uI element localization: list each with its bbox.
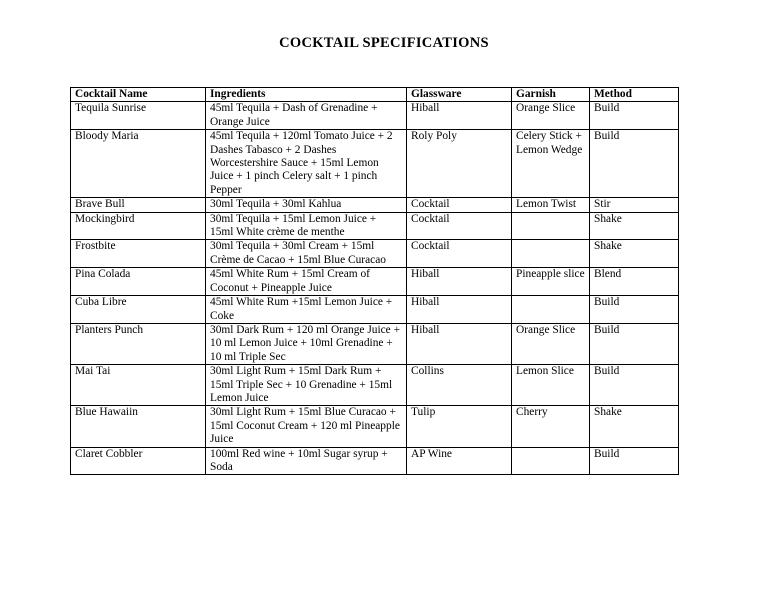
cocktail-name-cell: Pina Colada [71,268,206,296]
ingredients-cell: 30ml Light Rum + 15ml Blue Curacao + 15ml Coconut Cream + 120 ml Pineapple Juice [206,406,407,447]
cocktail-name-cell: Cuba Libre [71,296,206,324]
header-ingredients: Ingredients [206,88,407,102]
table-row [71,130,679,198]
garnish-cell: Cherry [512,406,590,447]
table-row [71,406,679,447]
method-cell: Build [590,365,679,406]
garnish-cell: Lemon Twist [512,198,590,212]
ingredients-cell: 45ml White Rum +15ml Lemon Juice + Coke [206,296,407,324]
ingredients-cell: 45ml Tequila + 120ml Tomato Juice + 2 Dashes Tabasco + 2 Dashes Worcestershire Sauce + 15ml Lemon Juice + 1 pinch Celery salt + 1 pinch Pepper [206,130,407,198]
garnish-cell: Orange Slice [512,323,590,364]
cocktail-name-cell: Mockingbird [71,212,206,240]
garnish-cell [512,212,590,240]
ingredients-cell: 30ml Tequila + 30ml Cream + 15ml Crème de Cacao + 15ml Blue Curacao [206,240,407,268]
glassware-cell: Hiball [407,323,512,364]
cocktail-name-cell: Brave Bull [71,198,206,212]
method-cell: Build [590,130,679,198]
glassware-cell: Hiball [407,102,512,130]
cocktail-name-cell: Claret Cobbler [71,447,206,475]
garnish-cell: Orange Slice [512,102,590,130]
glassware-cell: Cocktail [407,198,512,212]
table-row [71,268,679,296]
garnish-cell: Lemon Slice [512,365,590,406]
header-cocktail-name: Cocktail Name [71,88,206,102]
header-garnish: Garnish [512,88,590,102]
table-row [71,365,679,406]
ingredients-cell: 45ml Tequila + Dash of Grenadine + Orange Juice [206,102,407,130]
method-cell: Shake [590,240,679,268]
method-cell: Build [590,102,679,130]
document-title: COCKTAIL SPECIFICATIONS [279,35,489,51]
table-row [71,323,679,364]
header-method: Method [590,88,679,102]
garnish-cell [512,296,590,324]
cocktail-name-cell: Tequila Sunrise [71,102,206,130]
method-cell: Build [590,296,679,324]
ingredients-cell: 30ml Dark Rum + 120 ml Orange Juice + 10 ml Lemon Juice + 10ml Grenadine + 10 ml Triple Sec [206,323,407,364]
header-glassware: Glassware [407,88,512,102]
garnish-cell: Celery Stick + Lemon Wedge [512,130,590,198]
cocktail-name-cell: Mai Tai [71,365,206,406]
method-cell: Stir [590,198,679,212]
ingredients-cell: 30ml Tequila + 15ml Lemon Juice + 15ml White crème de menthe [206,212,407,240]
method-cell: Build [590,447,679,475]
table-row [71,102,679,130]
cocktail-name-cell: Blue Hawaiin [71,406,206,447]
garnish-cell [512,447,590,475]
table-row [71,198,679,212]
ingredients-cell: 30ml Tequila + 30ml Kahlua [206,198,407,212]
table-row [71,447,679,475]
garnish-cell: Pineapple slice [512,268,590,296]
table-row [71,240,679,268]
glassware-cell: Cocktail [407,240,512,268]
ingredients-cell: 100ml Red wine + 10ml Sugar syrup + Soda [206,447,407,475]
glassware-cell: Hiball [407,268,512,296]
glassware-cell: Hiball [407,296,512,324]
table-row [71,296,679,324]
method-cell: Blend [590,268,679,296]
method-cell: Shake [590,406,679,447]
method-cell: Shake [590,212,679,240]
ingredients-cell: 45ml White Rum + 15ml Cream of Coconut + Pineapple Juice [206,268,407,296]
cocktail-name-cell: Frostbite [71,240,206,268]
glassware-cell: Tulip [407,406,512,447]
glassware-cell: Cocktail [407,212,512,240]
table-row [71,212,679,240]
garnish-cell [512,240,590,268]
glassware-cell: Roly Poly [407,130,512,198]
glassware-cell: AP Wine [407,447,512,475]
cocktail-spec-table [70,87,679,475]
method-cell: Build [590,323,679,364]
ingredients-cell: 30ml Light Rum + 15ml Dark Rum + 15ml Triple Sec + 10 Grenadine + 15ml Lemon Juice [206,365,407,406]
cocktail-name-cell: Planters Punch [71,323,206,364]
glassware-cell: Collins [407,365,512,406]
cocktail-name-cell: Bloody Maria [71,130,206,198]
header-row [71,88,679,102]
